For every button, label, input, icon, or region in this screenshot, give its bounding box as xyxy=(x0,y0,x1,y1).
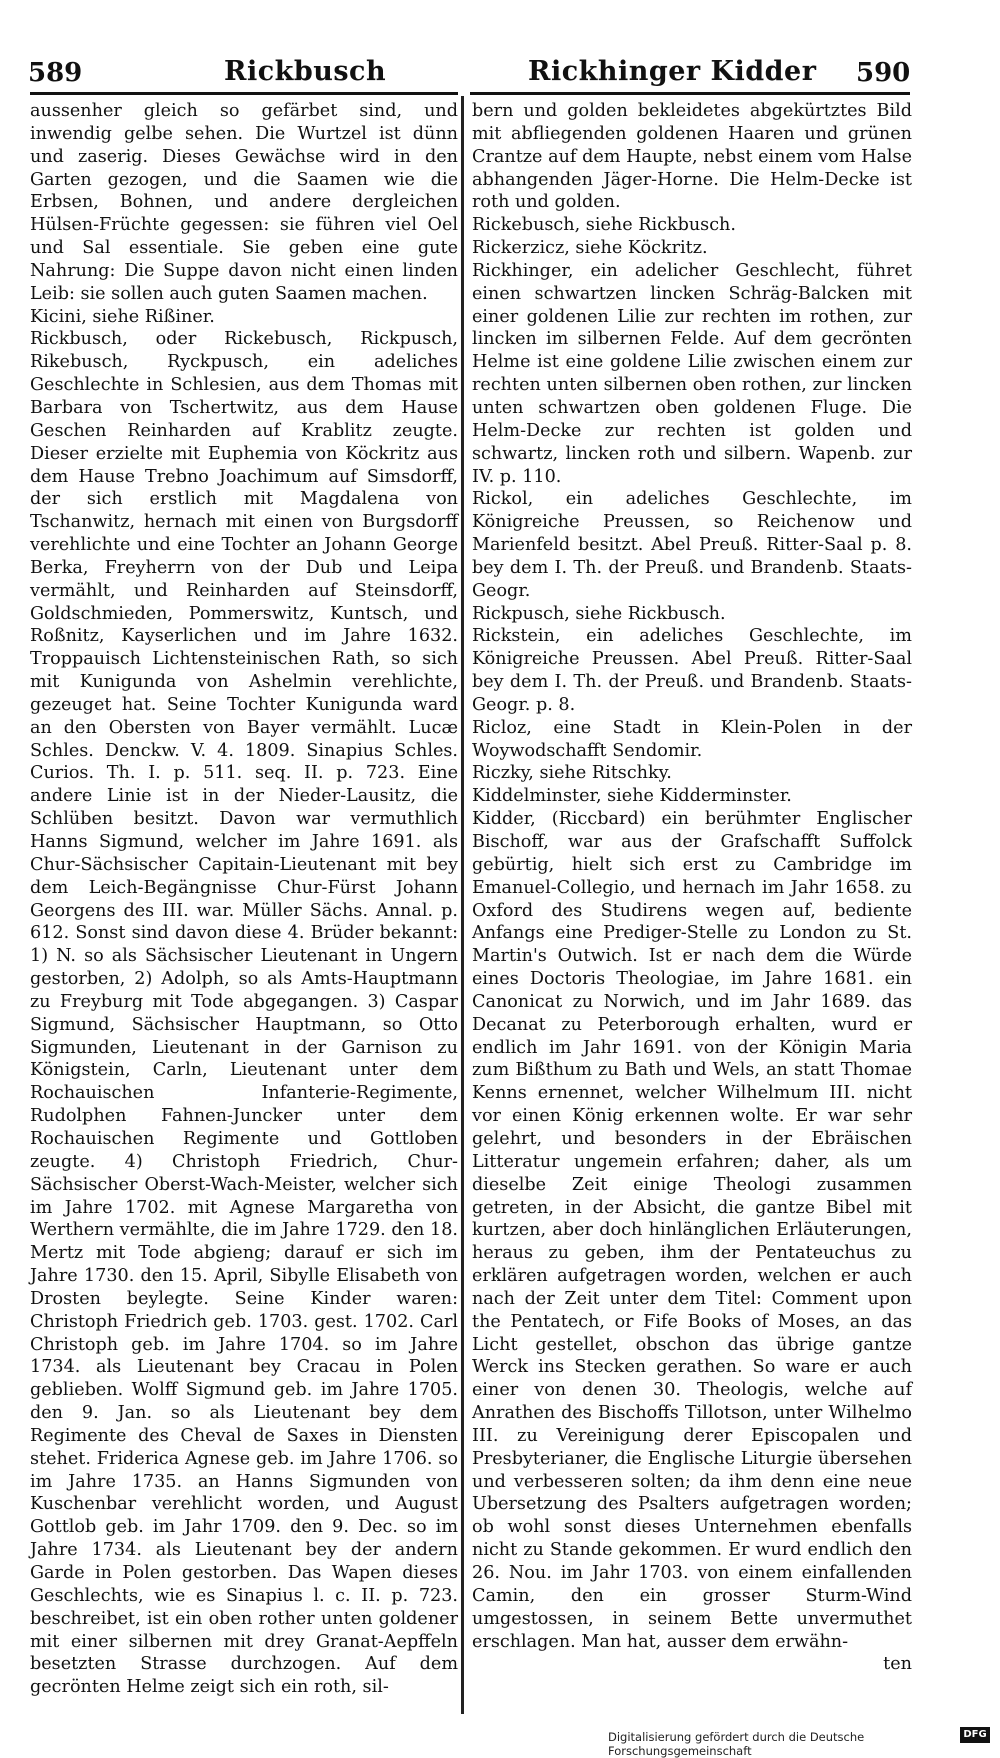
right-paragraph: Ricloz, eine Stadt in Klein-Polen in der Woywodschafft Sendomir. xyxy=(472,717,912,761)
dfg-logo: DFG xyxy=(960,1727,990,1743)
page-number-right: 590 xyxy=(856,58,911,88)
digitization-credit: Digitalisierung gefördert durch die Deutsche Forschungsgemeinschaft xyxy=(608,1730,865,1758)
running-head-left: Rickbusch xyxy=(224,56,387,87)
right-paragraph: Riczky, siehe Ritschky. xyxy=(472,763,672,784)
right-paragraph: bern und golden bekleidetes abgekürtztes Bild mit abfliegenden goldenen Haaren und grünen Crantze auf dem Haupte, nebst einem vom Halse abhangenden Jäger-Horne. Die Helm-Decke ist roth und golden. xyxy=(472,101,912,213)
right-paragraph: Rickerzicz, siehe Köckritz. xyxy=(472,238,708,259)
right-paragraph: Kidder, (Riccbard) ein berühmter Englischer Bischoff, war aus der Grafschafft Suffolck gebürtig, hielt sich erst zu Cambridge im Emanuel-Collegio, und hernach im Jahr 1658. zu Oxford des Studirens wegen auf, bediente Anfangs eine Prediger-Stelle zu London zu St. Martin's Outwich. Ist er nach dem die Würde eines Doctoris Theologiae, im Jahre 1681. ein Canonicat zu Norwich, und im Jahr 1689. das Decanat zu Peterborough erhalten, wurd er endlich im Jahr 1691. von der Königin Maria zum Bißthum zu Bath und Wels, an statt Thomae Kenns ernennet, welcher Wilhelmum III. nicht vor einen König erkennen wolte. Er war sehr gelehrt, und besonders in der Ebräischen Litteratur ungemein erfahren; daher, als um dieselbe Zeit einige Theologi zusammen getreten, in der Absicht, die gantze Bibel mit kurtzen, aber doch hinlänglichen Erläuterungen, heraus zu geben, ihm der Pentateuchus zu erklären aufgetragen worden, welchen er auch nach der Zeit unter dem Titel: Comment upon the Pentatech, or Fife Books of Moses, an das Licht gestellet, obschon das übrige gantze Werck ins Stecken gerathen. So ware er auch einer von denen 30. Theologis, welche auf Anrathen des Bischoffs Tillotson, unter Wilhelmo III. zu Vereinigung derer Episcopalen und Presbyterianer, die Englische Liturgie übersehen und verbesseren solten; da ihm denn eine neue Ubersetzung des Psalters aufgetragen worden; ob wohl sonst dieses Unternehmen ebenfalls nicht zu Stande gekommen. Er wurd endlich den 26. Nou. im Jahr 1703. von einem einfallenden Camin, den ein grosser Sturm-Wind umgestossen, in seinem Bette unvermuthet erschlagen. Man hat, ausser dem erwähn- xyxy=(472,809,912,1652)
left-paragraph: aussenher gleich so gefärbet sind, und inwendig gelbe sehen. Die Wurtzel ist dünn und zaserig. Dieses Gewächse wird in den Garten gezogen, und die Saamen wie die Erbsen, Bohnen, und andere dergleichen Hülsen-Früchte gegessen: sie führen viel Oel und Sal essentiale. Sie geben eine gute Nahrung: Die Suppe davon nicht einen linden Leib: sie sollen auch guten Saamen machen. xyxy=(30,101,458,304)
column-divider xyxy=(461,96,464,1714)
header-rule-right xyxy=(470,92,910,95)
running-head-right: Rickhinger Kidder xyxy=(528,56,817,87)
right-paragraph: Rickpusch, siehe Rickbusch. xyxy=(472,603,726,624)
right-paragraph: Rickebusch, siehe Rickbusch. xyxy=(472,215,736,236)
left-column xyxy=(30,100,458,1699)
left-paragraph: Rickbusch, oder Rickebusch, Rickpusch, Rikebusch, Ryckpusch, ein adeliches Geschlechte in Schlesien, aus dem Thomas mit Barbara von Tschertwitz, aus dem Hause Geschen Reinharden auf Krablitz zeugte. Dieser erzielte mit Euphemia von Köckritz aus dem Hause Trebno Joachimum auf Simsdorff, der sich erstlich mit Magdalena von Tschanwitz, hernach mit einen von Burgsdorff verehlichte und eine Tochter an Johann George Berka, Freyherrn von der Dub und Leipa vermählt, und Reinharden auf Steinsdorff, Goldschmieden, Pommerswitz, Kuntsch, und Roßnitz, Kayserlichen und im Jahre 1632. Troppauisch Lichtensteinischen Rath, so sich mit Kunigunda von Ashelmin verehlichte, gezeuget hat. Seine Tochter Kunigunda ward an den Obersten von Bayer vermählt. Lucæ Schles. Denckw. V. 4. 1809. Sinapius Schles. Curios. Th. I. p. 511. seq. II. p. 723. Eine andere Linie ist in der Nieder-Lausitz, die Schlüben besitzt. Davon war vermuthlich Hanns Sigmund, welcher im Jahre 1691. als Chur-Sächsischer Capitain-Lieutenant mit bey dem Leich-Begängnisse Chur-Fürst Johann Georgens des III. war. Müller Sächs. Annal. p. 612. Sonst sind davon diese 4. Brüder bekannt: 1) N. so als Sächsischer Lieutenant in Ungern gestorben, 2) Adolph, so als Amts-Hauptmann zu Freyburg mit Tode abgegangen. 3) Caspar Sigmund, Sächsischer Hauptmann, so Otto Sigmunden, Lieutenant in der Garnison zu Königstein, Carln, Lieutenant unter dem Rochauischen Infanterie-Regimente, Rudolphen Fahnen-Juncker unter dem Rochauischen Regimente und Gottloben zeugte. 4) Christoph Friedrich, Chur-Sächsischer Oberst-Wach-Meister, welcher sich im Jahre 1702. mit Agnese Margaretha von Werthern vermählte, die im Jahre 1729. den 18. Mertz mit Tode abgieng; darauf er sich im Jahre 1730. den 15. April, Sibylle Elisabeth von Drosten beylegte. Seine Kinder waren: Christoph Friedrich geb. 1703. gest. 1702. Carl Christoph geb. im Jahre 1704. so im Jahre 1734. als Lieutenant bey Cracau in Polen geblieben. Wolff Sigmund geb. im Jahre 1705. den 9. Jan. so als Lieutenant bey dem Regimente des Cheval de Saxes in Diensten stehet. Friderica Agnese geb. im Jahre 1706. so im Jahre 1735. an Hanns Sigmunden von Kuschenbar verehlicht worden, und August Gottlob geb. im Jahr 1709. den 9. Dec. so im Jahre 1734. als Lieutenant bey der andern Garde in Polen gestorben. Das Wapen dieses Geschlechts, wie es Sinapius l. c. II. p. 723. beschreibet, ist ein oben rother unten goldener mit einer silbernen mit drey Granat-Aepffeln besetzten Strasse durchzogen. Auf dem gecrönten Helme zeigt sich ein roth, sil- xyxy=(30,329,458,1698)
right-column xyxy=(472,100,912,1676)
right-paragraph: Rickol, ein adeliches Geschlechte, im Königreiche Preussen, so Reichenow und Marienfeld besitzt. Abel Preuß. Ritter-Saal p. 8. bey dem I. Th. der Preuß. und Brandenb. Staats-Geogr. xyxy=(472,489,912,601)
right-paragraph: Kiddelminster, siehe Kidderminster. xyxy=(472,786,792,807)
left-paragraph: Kicini, siehe Rißiner. xyxy=(30,306,215,327)
header-rule-left xyxy=(30,92,458,95)
page-number-left: 589 xyxy=(28,58,83,88)
right-paragraph: Rickhinger, ein adelicher Geschlecht, führet einen schwartzen lincken Schräg-Balcken mit einer goldenen Lilie zur rechten im rothen, zur lincken im silbernen Felde. Auf dem gecrönten Helme ist eine goldene Lilie zwischen einem zur rechten unten silbernen oben rothen, zur lincken unten schwartzen oben goldenen Fluge. Die Helm-Decke zur rechten ist golden und schwartz, lincken roth und silbern. Wapenb. zur IV. p. 110. xyxy=(472,260,912,487)
right-paragraph: Rickstein, ein adeliches Geschlechte, im Königreiche Preussen. Abel Preuß. Ritter-Saal bey dem I. Th. der Preuß. und Brandenb. Staats-Geogr. p. 8. xyxy=(472,626,912,715)
catchword: ten xyxy=(883,1654,912,1675)
